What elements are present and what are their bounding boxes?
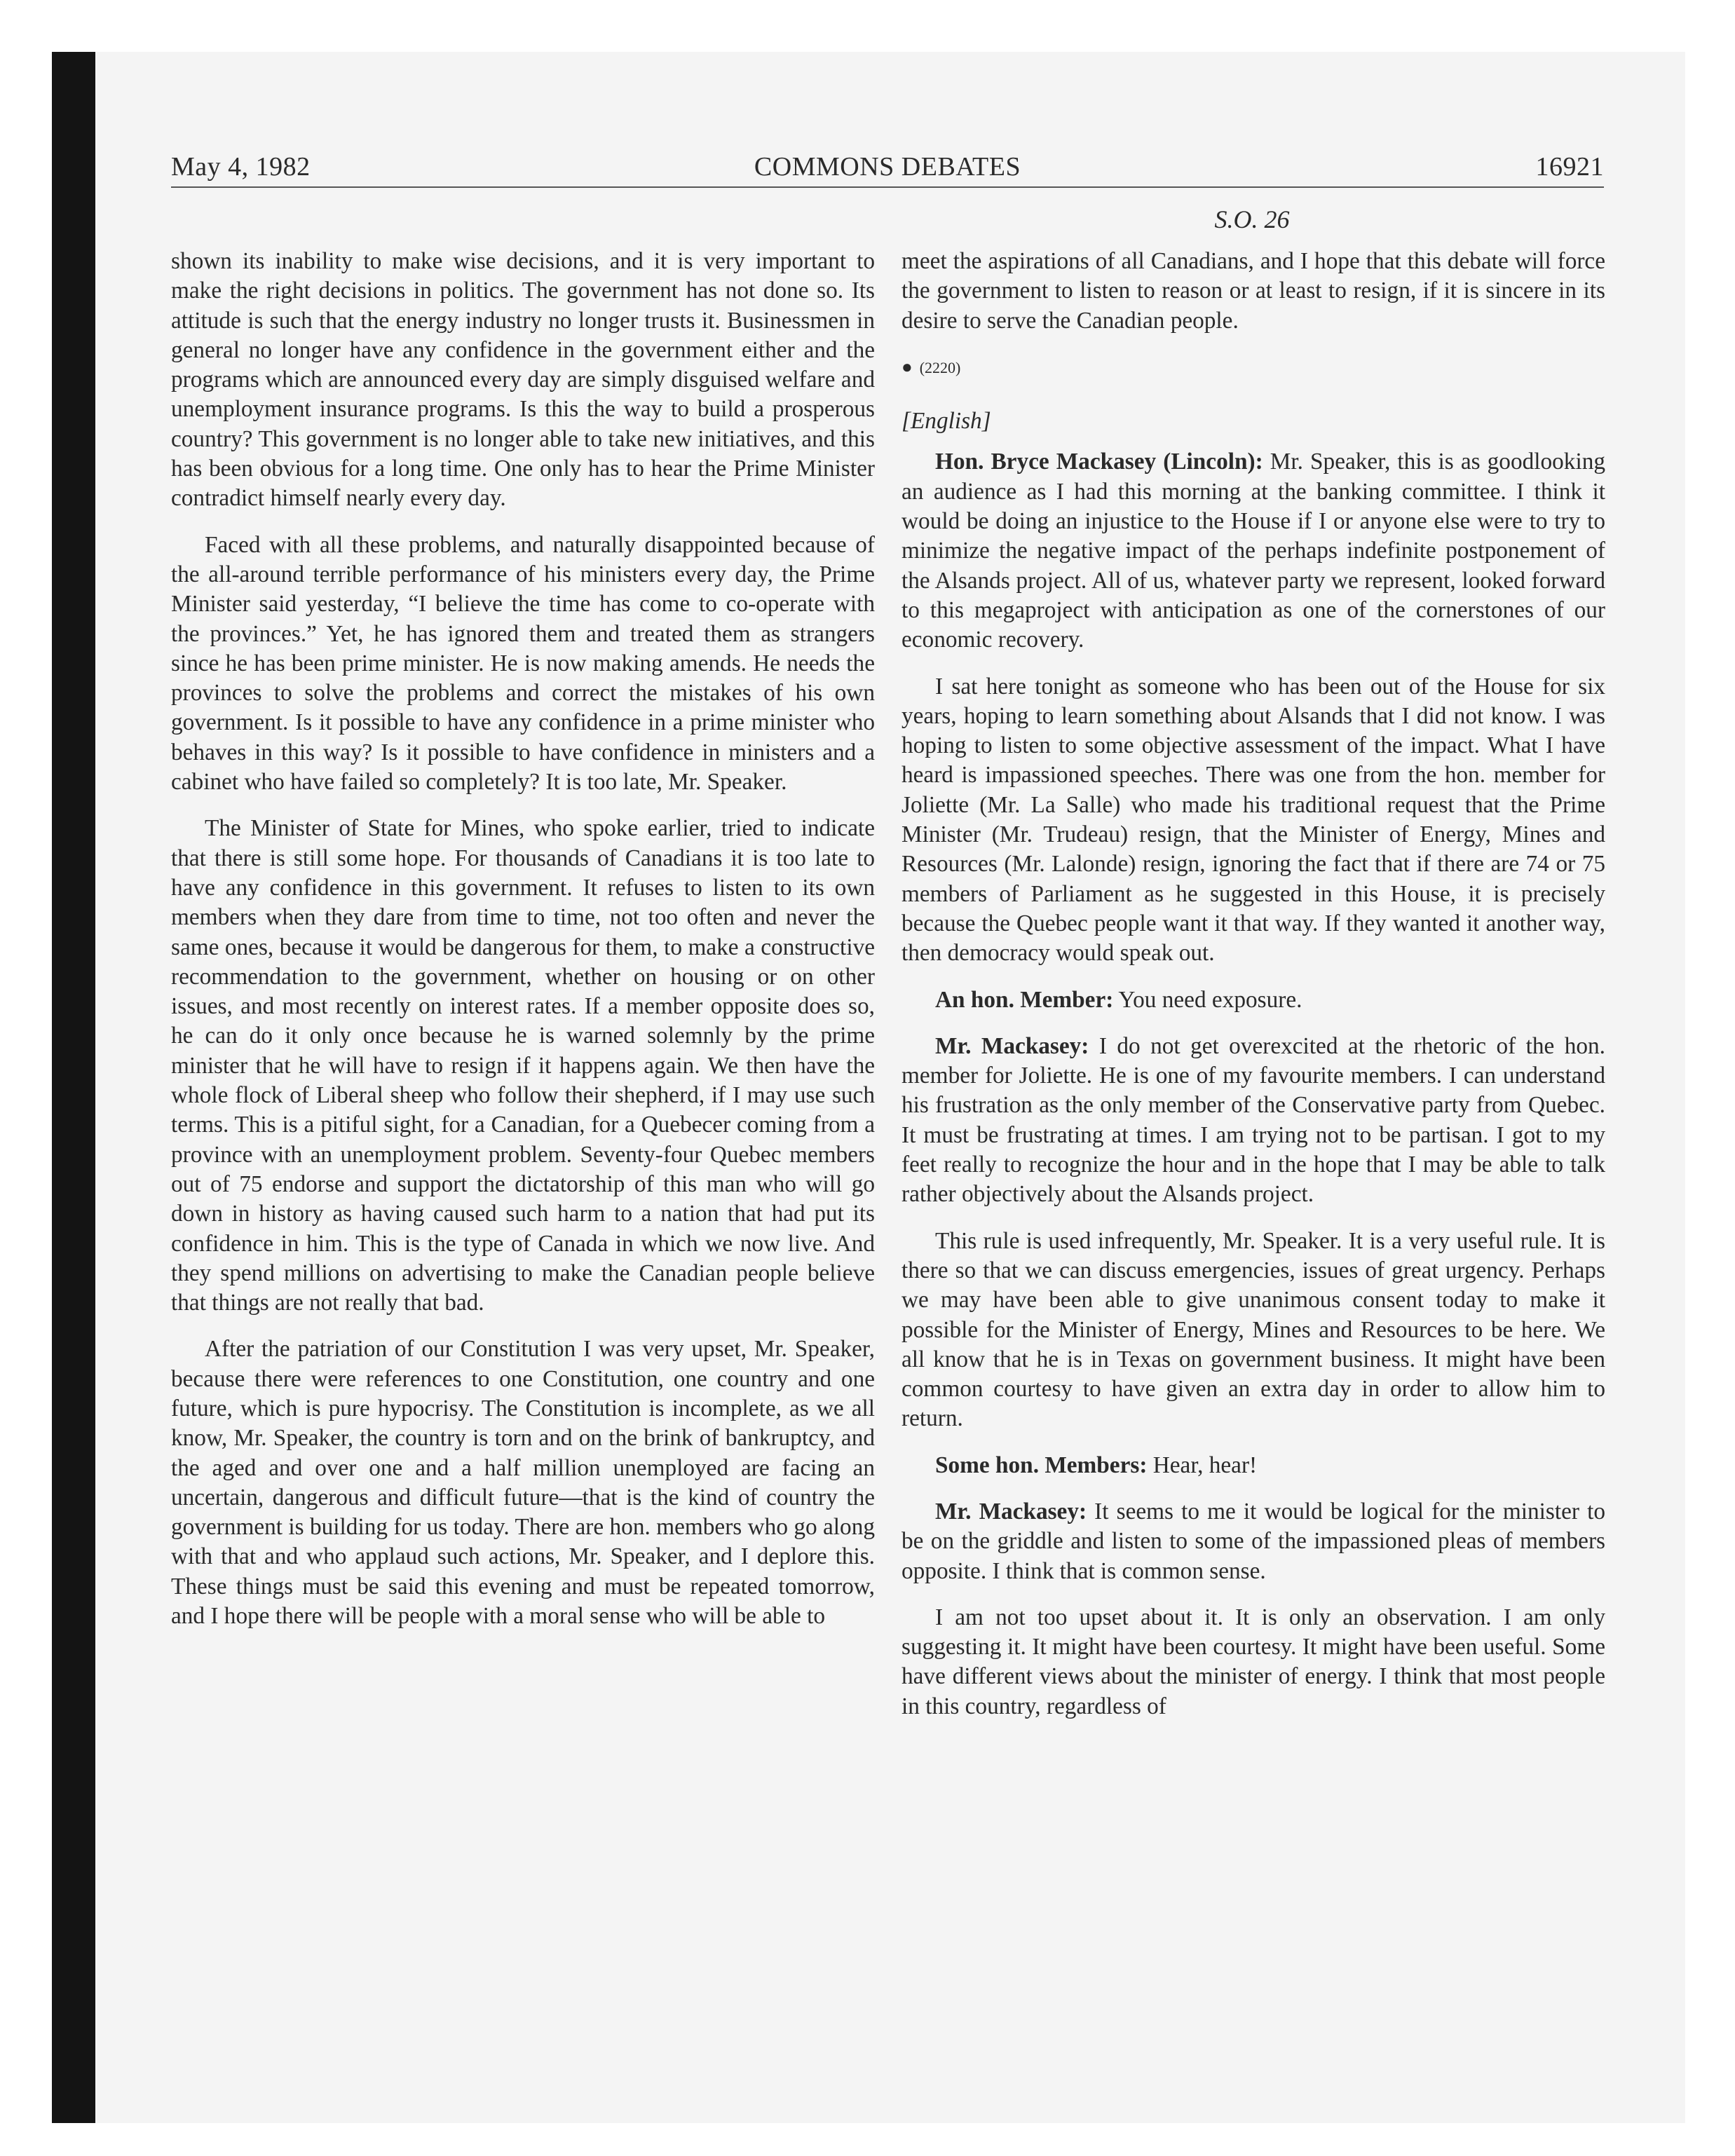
speech-paragraph — [901, 1032, 1605, 1210]
paragraph: The Minister of State for Mines, who spoke earlier, tried to indicate that there is still some hope. For thousands of Canadians it is too late to have any confidence in this government. It refuses to listen to its own members when they dare from time to time, not too often and never the same ones, because it would be dangerous for them, to make a constructive recommendation to the government, whether on housing or on other issues, and most recently on interest rates. If a member opposite does so, he can do it only once because he is warned solemnly by the prime minister that he will have to resign if it happens again. We then have the whole flock of Liberal sheep who follow their shepherd, if I may use such terms. This is a pitiful sight, for a Canadian, for a Quebecer coming from a province with an unemployment problem. Seventy-four Quebec members out of 75 endorse and support the dictatorship of this man who will go down in history as having caused such harm to a nation that had put its confidence in him. This is the type of Canada in which we now live. And they spend millions on advertising to make the Canadian people believe that things are not really that bad. — [171, 815, 875, 1316]
left-column — [171, 247, 875, 1648]
speech-paragraph — [901, 1497, 1605, 1586]
header-title: COMMONS DEBATES — [754, 152, 1021, 182]
binding-shadow — [52, 52, 95, 2123]
paragraph: meet the aspirations of all Canadians, and I hope that this debate will force the government to listen to reason or at least to resign, if it is sincere in its desire to serve the Canadian people. — [901, 248, 1605, 334]
section-label: S.O. 26 — [1214, 205, 1290, 233]
page-header — [171, 149, 1604, 188]
paragraph: After the patriation of our Constitution I was very upset, Mr. Speaker, because there were references to one Constitution, one country and one future, which is pure hypocrisy. The Constitution is incomplete, as we all know, Mr. Speaker, the country is torn and on the brink of bankruptcy, and the aged and over one and a half million unemployed are facing an uncertain, dangerous and difficult future—that is the kind of country the government is building for us today. There are hon. members who go along with that and who applaud such actions, Mr. Speaker, and I deplore this. These things must be said this evening and must be repeated tomorrow, and I hope there will be people with a moral sense who will be able to — [171, 1336, 875, 1630]
paragraph: I sat here tonight as someone who has been out of the House for six years, hoping to learn something about Alsands that I did not know. I was hoping to listen to some objective assessment of the impact. What I have heard is impassioned speeches. There was one from the hon. member for Joliette (Mr. La Salle) who made his traditional request that the Prime Minister (Mr. Trudeau) resign, that the Minister of Energy, Mines and Resources (Mr. Lalonde) resign, ignoring the fact that if there are 74 or 75 members of Parliament as he suggested in this House, it is precisely because the Quebec people want it that way. If they wanted it another way, then democracy would speak out. — [901, 673, 1605, 967]
header-page-number: 16921 — [1535, 152, 1604, 182]
speaker-name: An hon. Member: — [935, 986, 1114, 1013]
speech-paragraph — [901, 447, 1605, 655]
speech-text: Hear, hear! — [1147, 1452, 1258, 1478]
paragraph: This rule is used infrequently, Mr. Speaker. It is a very useful rule. It is there so that we can discuss emergencies, issues of great urgency. Perhaps we may have been able to give unanimous consent today to make it possible for the Minister of Energy, Mines and Resources to be here. We all know that he is in Texas on government business. It might have been common courtesy to have given an extra day in order to allow him to return. — [901, 1227, 1605, 1432]
speech-text: Mr. Speaker, this is as goodlooking an audience as I had this morning at the banking committee. I think it would be doing an injustice to the House if I or anyone else were to try to minimize the negative impact of the perhaps indefinite postponement of the Alsands project. All of us, whatever party we represent, looked forward to this megaproject with anticipation as one of the cornerstones of our economic recovery. — [901, 449, 1605, 653]
language-tag: [English] — [901, 408, 991, 435]
speaker-name: Some hon. Members: — [935, 1452, 1148, 1478]
bullet-icon: ● — [901, 356, 913, 377]
right-column — [901, 247, 1605, 1738]
speaker-name: Mr. Mackasey: — [935, 1032, 1089, 1059]
paragraph: I am not too upset about it. It is only an observation. I am only suggesting it. It might have been courtesy. It might have been useful. Some have different views about the minister of energy. I think that most people in this country, regardless of — [901, 1604, 1605, 1719]
speech-paragraph — [901, 985, 1605, 1015]
speaker-name: Mr. Mackasey: — [935, 1498, 1087, 1524]
speech-text: You need exposure. — [1113, 986, 1302, 1013]
paragraph: shown its inability to make wise decisions, and it is very important to make the right decisions in politics. The government has not done so. Its attitude is such that the energy industry no longer trusts it. Businessmen in general no longer have any confidence in the government either and the programs which are announced every day are simply disguised welfare and unemployment insurance programs. Is this the way to build a prosperous country? This government is no longer able to take new initiatives, and this has been obvious for a long time. One only has to hear the Prime Minister contradict himself nearly every day. — [171, 248, 875, 512]
time-marker — [901, 353, 1605, 383]
speaker-name: Hon. Bryce Mackasey (Lincoln): — [935, 449, 1263, 475]
paragraph: Faced with all these problems, and naturally disappointed because of the all-around terrible performance of his ministers every day, the Prime Minister said yesterday, “I believe the time has come to co-operate with the provinces.” Yet, he has ignored them and treated them as strangers since he has been prime minister. He is now making amends. He needs the provinces to solve the problems and correct the mistakes of his own government. Is it possible to have any confidence in a prime minister who behaves in this way? Is it possible to have confidence in ministers and a cabinet who have failed so completely? It is too late, Mr. Speaker. — [171, 531, 875, 796]
time-mark-text: (2220) — [919, 358, 961, 376]
speech-text: I do not get overexcited at the rhetoric of the hon. member for Joliette. He is one of my favourite members. I can understand his frustration as the only member of the Conservative party from Quebec. It must be frustrating at times. I am trying not to be partisan. I got to my feet really to recognize the hour and in the hope that I may be able to talk rather objectively about the Alsands project. — [901, 1032, 1605, 1208]
header-date: May 4, 1982 — [171, 152, 311, 182]
speech-paragraph — [901, 1451, 1605, 1480]
speech-text: It seems to me it would be logical for the minister to be on the griddle and listen to some of the impassioned pleas of members opposite. I think that is common sense. — [901, 1498, 1605, 1584]
